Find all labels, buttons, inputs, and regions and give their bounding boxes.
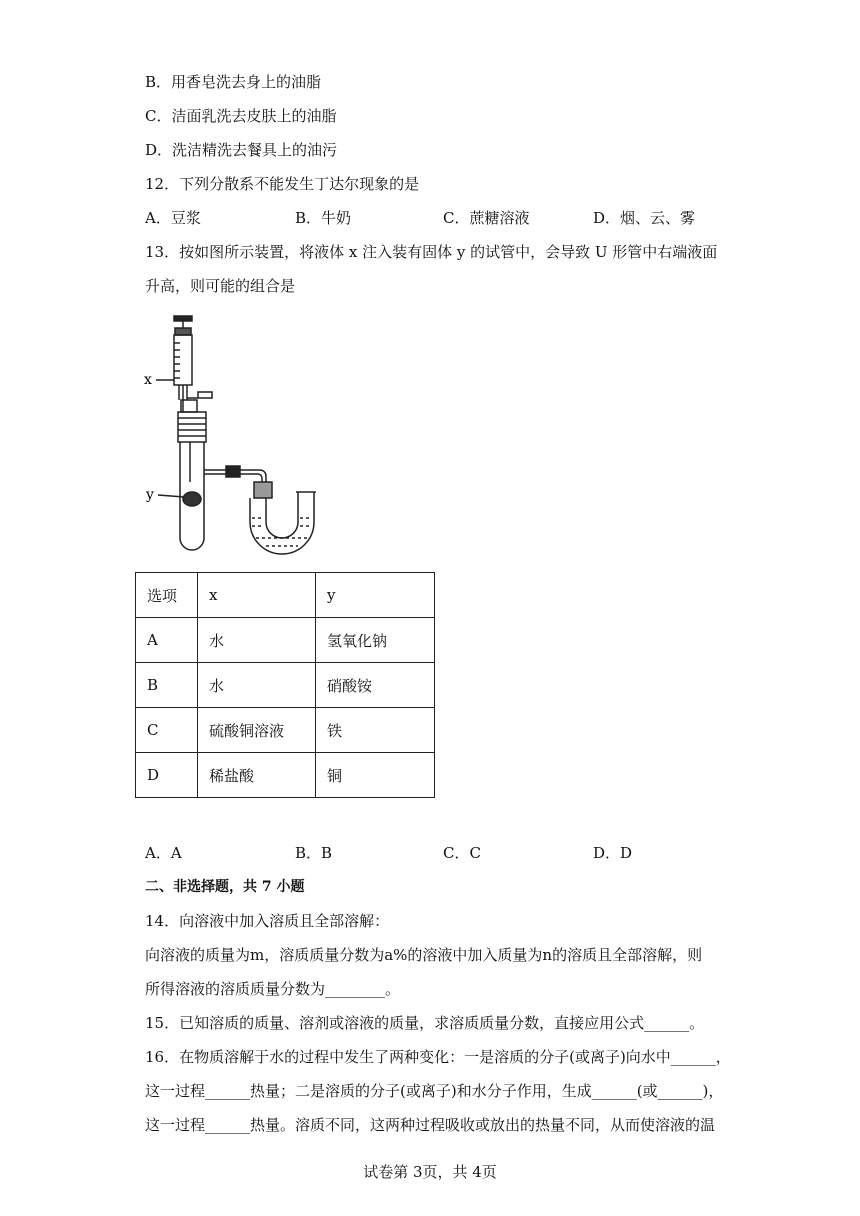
q12-option-a: A．豆浆 bbox=[145, 209, 201, 227]
page-footer: 试卷第 3页，共 4页 bbox=[363, 1163, 497, 1181]
q16-line1: 16．在物质溶解于水的过程中发生了两种变化：一是溶质的分子(或离子)向水中______， bbox=[145, 1048, 731, 1066]
table-cell: B bbox=[136, 663, 198, 708]
table-header-cell: 选项 bbox=[136, 573, 198, 618]
table-cell: C bbox=[136, 708, 198, 753]
label-x: x bbox=[144, 372, 152, 388]
q11-option-d: D．洗洁精洗去餐具上的油污 bbox=[145, 141, 338, 159]
q16-line3: 这一过程______热量。溶质不同，这两种过程吸收或放出的热量不同，从而使溶液的温 bbox=[145, 1116, 716, 1134]
table-row bbox=[136, 708, 435, 753]
q12-stem: 12．下列分散系不能发生丁达尔现象的是 bbox=[145, 175, 420, 193]
table-cell: 硫酸铜溶液 bbox=[198, 708, 316, 753]
q11-option-c: C．洁面乳洗去皮肤上的油脂 bbox=[145, 107, 337, 125]
table-header-row bbox=[136, 573, 435, 618]
q16-line2: 这一过程______热量；二是溶质的分子(或离子)和水分子作用，生成______(或______)， bbox=[145, 1082, 724, 1100]
q15-stem: 15．已知溶质的质量、溶剂或溶液的质量，求溶质质量分数，直接应用公式______。 bbox=[145, 1014, 705, 1032]
u-tube bbox=[250, 492, 314, 554]
table-row bbox=[136, 618, 435, 663]
table-cell: 水 bbox=[198, 663, 316, 708]
q13-options-table bbox=[135, 572, 435, 798]
table-cell: 硝酸铵 bbox=[316, 663, 435, 708]
syringe-plunger-cap bbox=[174, 316, 192, 321]
q13-stem-line2: 升高，则可能的组合是 bbox=[145, 277, 296, 295]
section-heading: 二、非选择题，共 7 小题 bbox=[145, 879, 305, 895]
q12-option-d: D．烟、云、雾 bbox=[593, 209, 696, 227]
q14-line1: 向溶液的质量为m，溶质质量分数为a%的溶液中加入质量为n的溶质且全部溶解，则 bbox=[145, 946, 703, 964]
table-cell: 稀盐酸 bbox=[198, 753, 316, 798]
u-tube-stopper bbox=[254, 482, 272, 498]
q13-option-b: B．B bbox=[295, 844, 333, 862]
apparatus-diagram bbox=[140, 312, 330, 564]
q14-title: 14．向溶液中加入溶质且全部溶解： bbox=[145, 912, 390, 930]
table-header-cell: x bbox=[198, 573, 316, 618]
table-header-cell: y bbox=[316, 573, 435, 618]
table-cell: 铁 bbox=[316, 708, 435, 753]
table-cell: A bbox=[136, 618, 198, 663]
solid-y bbox=[183, 492, 201, 506]
table-cell: 铜 bbox=[316, 753, 435, 798]
table-row bbox=[136, 753, 435, 798]
q12-option-b: B．牛奶 bbox=[295, 209, 352, 227]
table-cell: 水 bbox=[198, 618, 316, 663]
table-row bbox=[136, 663, 435, 708]
q13-option-c: C．C bbox=[443, 844, 481, 862]
apparatus-figure bbox=[140, 312, 330, 564]
rubber-stopper bbox=[178, 412, 206, 442]
q11-option-b: B．用香皂洗去身上的油脂 bbox=[145, 73, 322, 91]
table-cell: D bbox=[136, 753, 198, 798]
label-y: y bbox=[146, 487, 154, 503]
q12-option-c: C．蔗糖溶液 bbox=[443, 209, 530, 227]
q14-line2: 所得溶液的溶质质量分数为________。 bbox=[145, 980, 401, 998]
q13-option-d: D．D bbox=[593, 844, 633, 862]
table-cell: 氢氧化钠 bbox=[316, 618, 435, 663]
q13-option-a: A．A bbox=[145, 844, 182, 862]
q13-stem-line1: 13．按如图所示装置，将液体 x 注入装有固体 y 的试管中，会导致 U 形管中右端液面 bbox=[145, 243, 718, 261]
